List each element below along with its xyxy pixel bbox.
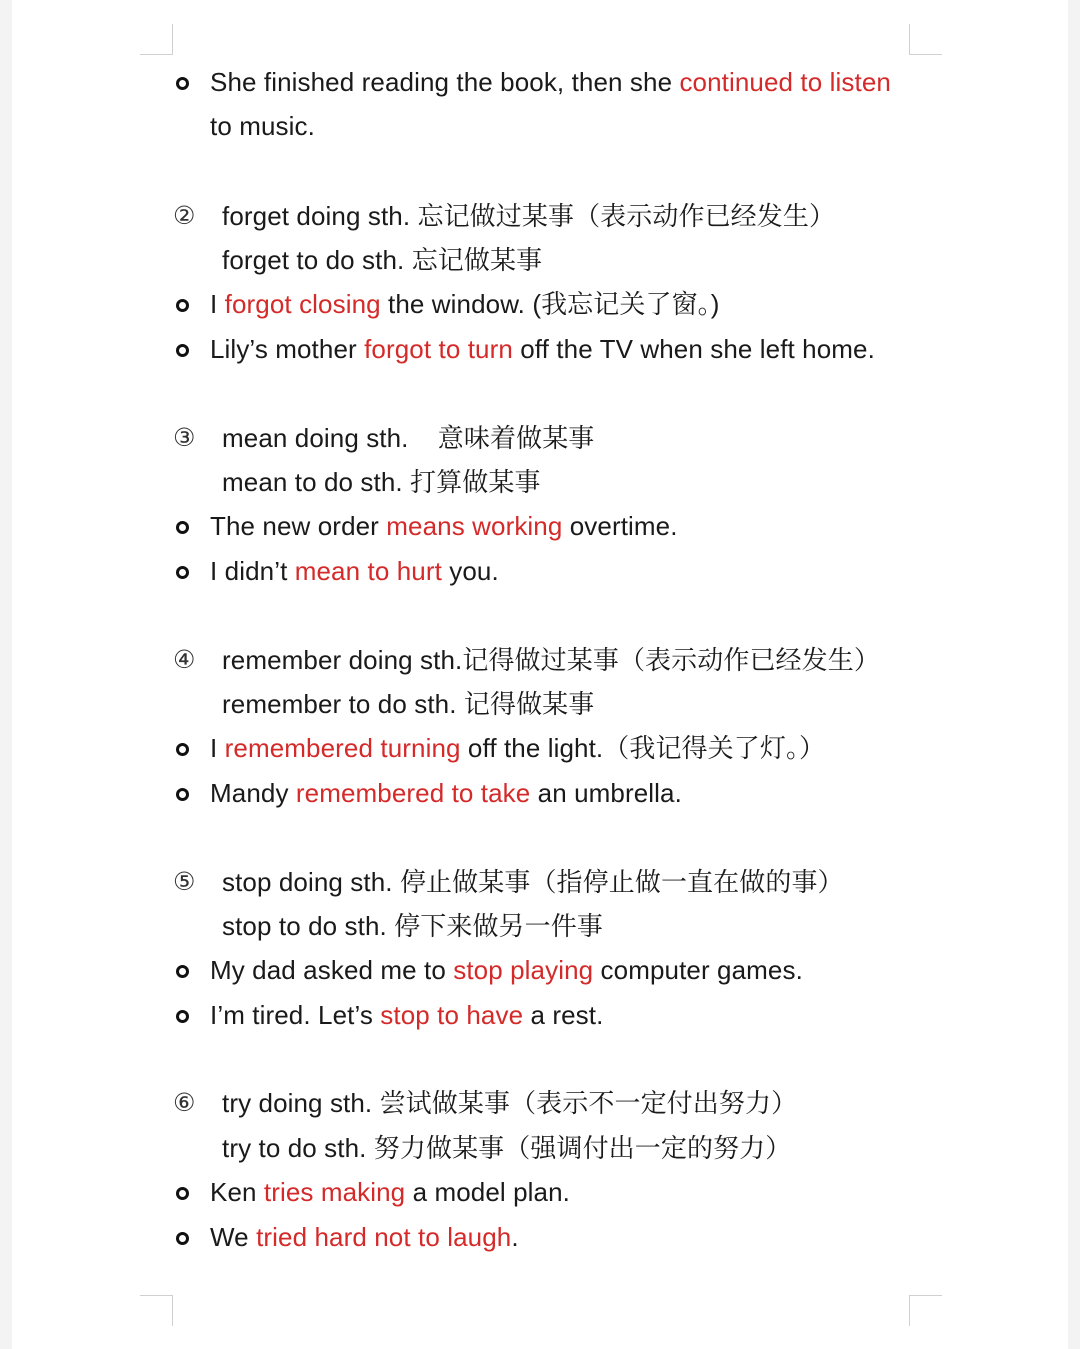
section-number-4: ④ [173, 645, 196, 674]
example-sentence: My dad asked me to stop playing computer games. [210, 955, 803, 985]
document-page [12, 0, 1068, 1349]
bullet-icon [176, 77, 189, 90]
definition-line: forget doing sth. 忘记做过某事（表示动作已经发生） [222, 201, 836, 231]
bullet-icon [176, 965, 189, 978]
crop-mark-bottom-right [909, 1295, 942, 1326]
example-sentence: The new order means working overtime. [210, 511, 678, 541]
example-sentence-continuation: to music. [210, 111, 315, 141]
example-sentence: Lily’s mother forgot to turn off the TV when she left home. [210, 334, 875, 364]
example-sentence: Ken tries making a model plan. [210, 1177, 570, 1207]
definition-line: remember to do sth. 记得做某事 [222, 689, 595, 719]
example-sentence: We tried hard not to laugh. [210, 1222, 519, 1252]
example-sentence: She finished reading the book, then she continued to listen [210, 67, 891, 97]
bullet-icon [176, 521, 189, 534]
bullet-icon [176, 344, 189, 357]
definition-line: stop doing sth. 停止做某事（指停止做一直在做的事） [222, 867, 844, 897]
example-sentence: I forgot closing the window. (我忘记关了窗。) [210, 289, 720, 319]
bullet-icon [176, 299, 189, 312]
definition-line: stop to do sth. 停下来做另一件事 [222, 911, 603, 941]
definition-line: try doing sth. 尝试做某事（表示不一定付出努力） [222, 1088, 798, 1118]
example-sentence: I’m tired. Let’s stop to have a rest. [210, 1000, 604, 1030]
crop-mark-top-left [140, 24, 173, 55]
bullet-icon [176, 566, 189, 579]
definition-line: mean doing sth. 意味着做某事 [222, 423, 595, 453]
crop-mark-bottom-left [140, 1295, 173, 1326]
section-number-5: ⑤ [173, 867, 196, 896]
definition-line: mean to do sth. 打算做某事 [222, 467, 541, 497]
section-number-3: ③ [173, 423, 196, 452]
example-sentence: I didn’t mean to hurt you. [210, 556, 499, 586]
section-number-6: ⑥ [173, 1088, 196, 1117]
bullet-icon [176, 788, 189, 801]
bullet-icon [176, 743, 189, 756]
example-sentence: I remembered turning off the light.（我记得关了灯。） [210, 733, 826, 763]
example-sentence: Mandy remembered to take an umbrella. [210, 778, 682, 808]
bullet-icon [176, 1187, 189, 1200]
bullet-icon [176, 1010, 189, 1023]
section-number-2: ② [173, 201, 196, 230]
crop-mark-top-right [909, 24, 942, 55]
definition-line: forget to do sth. 忘记做某事 [222, 245, 543, 275]
definition-line: try to do sth. 努力做某事（强调付出一定的努力） [222, 1133, 792, 1163]
bullet-icon [176, 1232, 189, 1245]
definition-line: remember doing sth.记得做过某事（表示动作已经发生） [222, 645, 880, 675]
